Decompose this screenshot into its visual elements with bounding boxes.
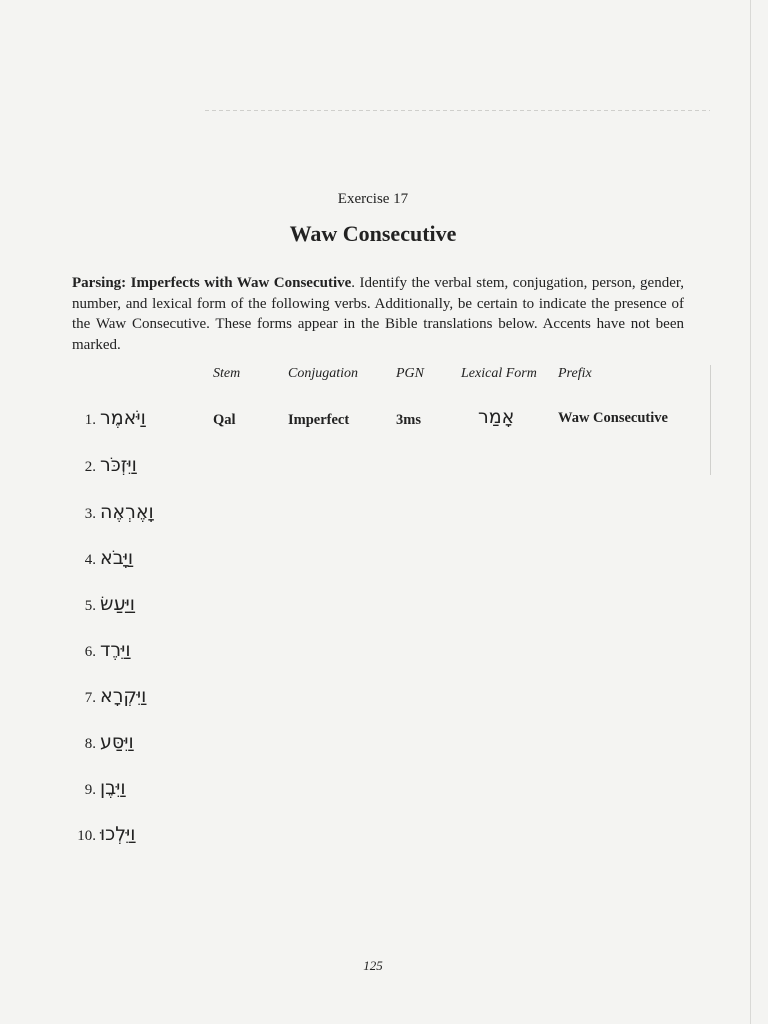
column-header-conjugation: Conjugation bbox=[288, 366, 359, 381]
instructions-lead: Parsing: Imperfects with Waw Consecutive bbox=[72, 275, 352, 291]
hebrew-verb-form: וַיִּבֶן bbox=[100, 777, 126, 799]
hebrew-verb-form: וַיִּקְרָא bbox=[100, 685, 147, 707]
row-number: 4. bbox=[84, 552, 96, 568]
row-number: 7. bbox=[84, 690, 96, 706]
stem-answer: Qal bbox=[213, 412, 236, 428]
page-number: 125 bbox=[363, 958, 383, 973]
row-number: 10. bbox=[77, 828, 96, 844]
pgn-answer: 3ms bbox=[396, 412, 421, 428]
scan-artifact-vertical bbox=[710, 365, 711, 475]
hebrew-verb-form: וָאֶרְאֶה bbox=[100, 501, 154, 523]
row-number: 2. bbox=[84, 459, 96, 475]
hebrew-verb-form: וַיֵּלְכוּ bbox=[100, 823, 136, 845]
instructions-body: . Identify the verbal stem, conjugation, person, gender, number, and lexical form of the following verbs. Additionally, be certain to indicate the presence of the Waw Consecutive. These forms appear in the Bible translations below. Accents have not been marked. bbox=[72, 275, 685, 353]
hebrew-verb-form: וַיִּזְכֹּר bbox=[100, 454, 137, 476]
column-header-lexical-form: Lexical Form bbox=[461, 366, 537, 381]
conjugation-answer: Imperfect bbox=[288, 412, 350, 428]
hebrew-verb-form: וַיֵּרֶד bbox=[100, 639, 131, 661]
page-title: Waw Consecutive bbox=[289, 221, 457, 246]
row-number: 8. bbox=[84, 736, 96, 752]
column-header-stem: Stem bbox=[213, 366, 241, 381]
row-number: 9. bbox=[84, 782, 96, 798]
row-number: 6. bbox=[84, 644, 96, 660]
lexical-form-answer: אָמַר bbox=[478, 406, 515, 428]
exercise-label: Exercise 17 bbox=[337, 191, 409, 207]
hebrew-verb-form: וַיֹּאמֶר bbox=[100, 407, 146, 429]
column-header-pgn: PGN bbox=[396, 366, 424, 381]
column-header-prefix: Prefix bbox=[558, 366, 592, 381]
hebrew-verb-form: וַיָּבֹא bbox=[100, 547, 134, 569]
row-number: 1. bbox=[84, 412, 96, 428]
row-number: 5. bbox=[84, 598, 96, 614]
row-number: 3. bbox=[84, 506, 96, 522]
hebrew-verb-form: וַיַּעַשׂ bbox=[100, 593, 135, 615]
instructions-paragraph bbox=[72, 273, 684, 355]
scan-edge bbox=[750, 0, 751, 1024]
scan-artifact-line bbox=[205, 110, 710, 111]
prefix-answer: Waw Consecutive bbox=[558, 410, 668, 426]
hebrew-verb-form: וַיִּסַּע bbox=[100, 731, 134, 753]
